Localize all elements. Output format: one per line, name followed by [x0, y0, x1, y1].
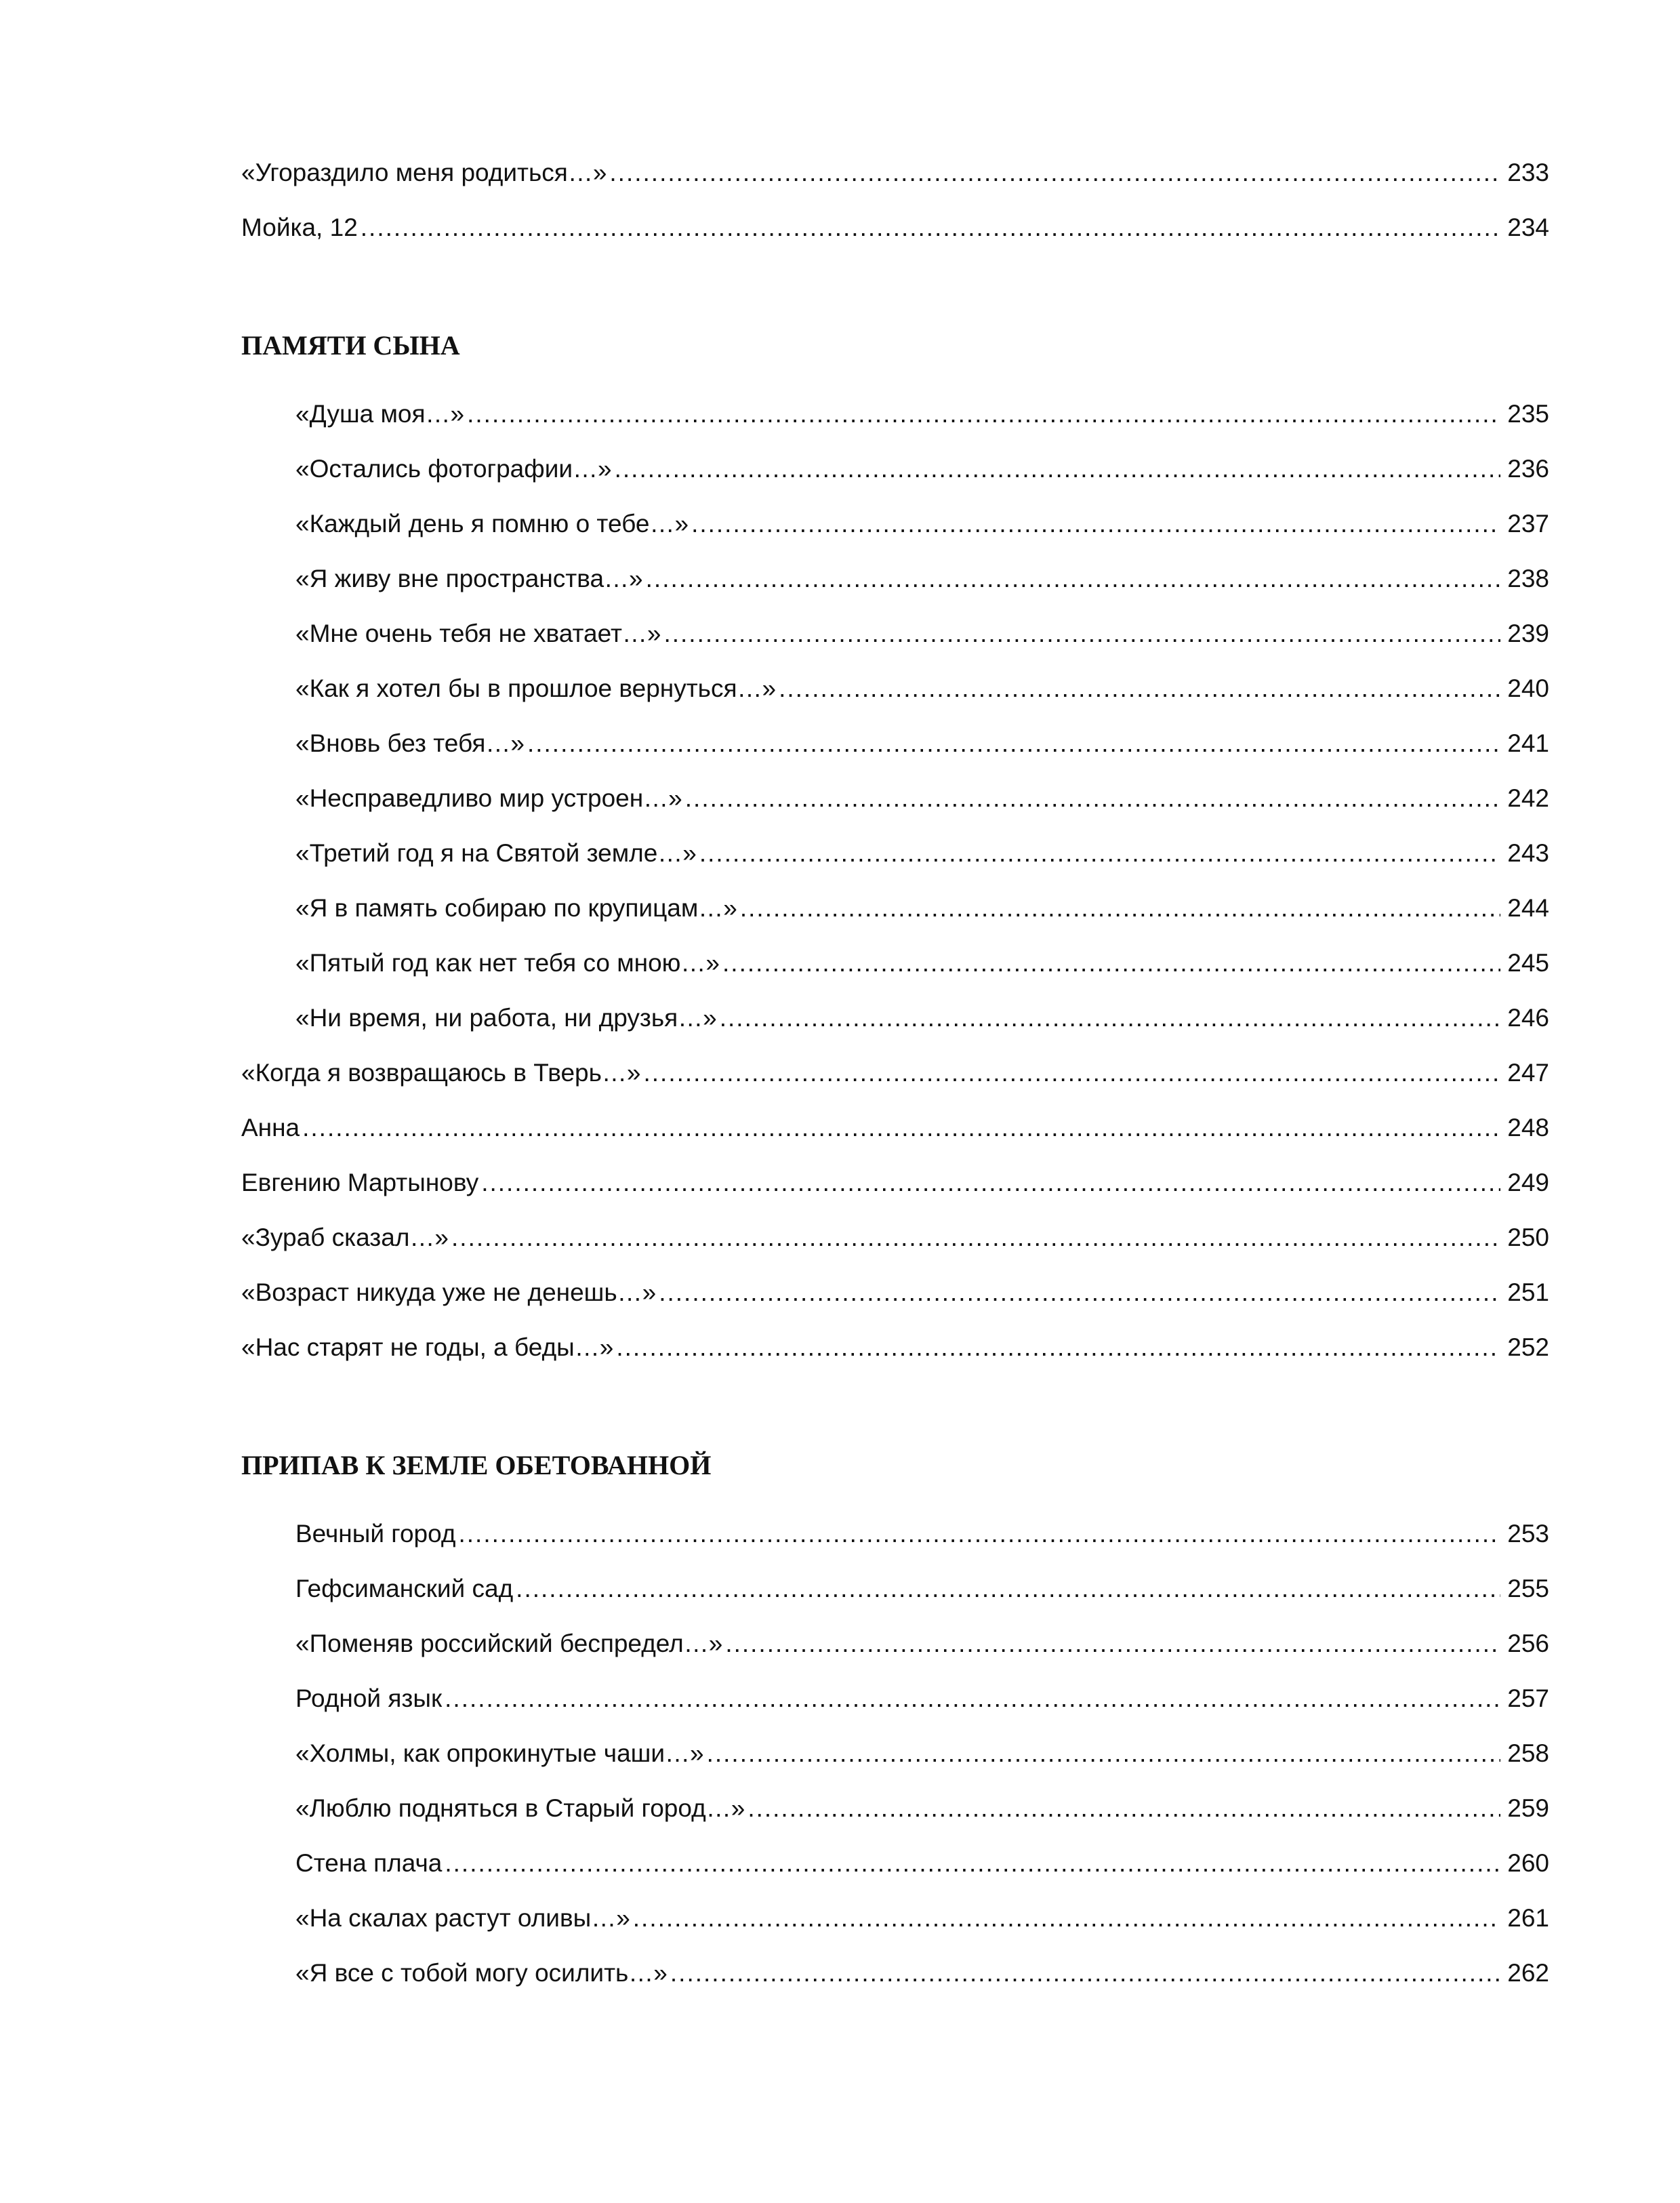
entry-page-number: 242 [1507, 784, 1549, 812]
entry-title: Евгению Мартынову [241, 1169, 479, 1196]
toc-entry [241, 786, 1549, 841]
entry-title: «Несправедливо мир устроен…» [295, 784, 682, 812]
section-heading: ПРИПАВ К ЗЕМЛЕ ОБЕТОВАННОЙ [241, 1450, 712, 1480]
entry-title: «Зураб сказал…» [241, 1224, 449, 1251]
entry-title: «Нас старят не годы, а беды…» [241, 1333, 614, 1361]
entry-page-number: 252 [1507, 1333, 1549, 1361]
toc-entry [241, 1521, 1549, 1576]
dot-leader [481, 1170, 1500, 1195]
entry-title: «Вновь без тебя…» [295, 729, 525, 757]
entry-page-number: 246 [1507, 1004, 1549, 1032]
spacer [241, 366, 1549, 401]
dot-leader [616, 1335, 1500, 1360]
entry-title: «Пятый год как нет тебя со мною…» [295, 949, 720, 977]
toc-entry [241, 1631, 1549, 1686]
entry-title: Родной язык [295, 1684, 443, 1712]
entry-title: «Как я хотел бы в прошлое вернуться…» [295, 674, 777, 702]
dot-leader [445, 1686, 1500, 1711]
toc-entry [241, 1170, 1549, 1225]
entry-page-number: 243 [1507, 839, 1549, 867]
entry-page-number: 244 [1507, 894, 1549, 922]
entry-page-number: 235 [1507, 400, 1549, 428]
entry-page-number: 239 [1507, 620, 1549, 647]
dot-leader [445, 1851, 1500, 1876]
section-heading: ПАМЯТИ СЫНА [241, 330, 460, 361]
toc-entry [241, 1796, 1549, 1851]
entry-page-number: 253 [1507, 1520, 1549, 1548]
entry-title: «Остались фотографии…» [295, 455, 612, 483]
dot-leader [302, 1115, 1500, 1140]
entry-title: «Мне очень тебя не хватает…» [295, 620, 661, 647]
dot-leader [725, 1631, 1500, 1656]
entry-title: Анна [241, 1114, 300, 1141]
entry-title: «Я все с тобой могу осилить…» [295, 1959, 668, 1987]
spacer [241, 1390, 1549, 1452]
dot-leader [527, 731, 1500, 756]
dot-leader [361, 215, 1500, 240]
entry-title: «Душа моя…» [295, 400, 465, 428]
entry-page-number: 237 [1507, 510, 1549, 538]
toc-entry [241, 1960, 1549, 2015]
entry-page-number: 248 [1507, 1114, 1549, 1141]
dot-leader [699, 841, 1500, 866]
dot-leader [643, 1060, 1500, 1085]
dot-leader [451, 1225, 1500, 1250]
entry-title: «Возраст никуда уже не денешь…» [241, 1278, 657, 1306]
entry-title: «Поменяв российский беспредел…» [295, 1630, 723, 1657]
entry-page-number: 256 [1507, 1630, 1549, 1657]
toc-entry [241, 215, 1549, 270]
dot-leader [747, 1796, 1500, 1821]
entry-page-number: 250 [1507, 1224, 1549, 1251]
toc-entry [241, 1686, 1549, 1741]
entry-title: «Третий год я на Святой земле…» [295, 839, 697, 867]
dot-leader [615, 456, 1501, 481]
toc-entry [241, 511, 1549, 566]
section-entries [241, 401, 1549, 1390]
entry-page-number: 261 [1507, 1904, 1549, 1932]
toc-entry [241, 1905, 1549, 1960]
entry-title: «Ни время, ни работа, ни друзья…» [295, 1004, 717, 1032]
entry-title: «Каждый день я помню о тебе…» [295, 510, 689, 538]
entry-page-number: 233 [1507, 159, 1549, 186]
dot-leader [779, 676, 1500, 701]
dot-leader [707, 1741, 1501, 1766]
toc-entry [241, 1851, 1549, 1905]
entry-page-number: 255 [1507, 1575, 1549, 1602]
entry-page-number: 236 [1507, 455, 1549, 483]
entry-page-number: 238 [1507, 565, 1549, 592]
dot-leader [722, 950, 1500, 975]
entry-title: «Холмы, как опрокинутые чаши…» [295, 1739, 704, 1767]
toc-entry [241, 1280, 1549, 1335]
entry-title: Стена плача [295, 1849, 443, 1877]
dot-leader [467, 401, 1500, 426]
toc-entry [241, 160, 1549, 215]
entry-title: «На скалах растут оливы…» [295, 1904, 630, 1932]
dot-leader [740, 895, 1500, 921]
spacer [241, 1486, 1549, 1521]
entry-title: Мойка, 12 [241, 214, 358, 241]
entry-page-number: 245 [1507, 949, 1549, 977]
dot-leader [659, 1280, 1500, 1305]
dot-leader [685, 786, 1501, 811]
toc-entry [241, 1576, 1549, 1631]
toc-entry [241, 621, 1549, 676]
toc-entry [241, 1225, 1549, 1280]
entry-title: «Люблю подняться в Старый город…» [295, 1794, 745, 1822]
dot-leader [720, 1005, 1501, 1030]
toc-entry [241, 841, 1549, 895]
entry-title: «Когда я возвращаюсь в Тверь…» [241, 1059, 641, 1087]
toc-entry [241, 1115, 1549, 1170]
table-of-contents [241, 160, 1549, 2015]
section-entries [241, 1521, 1549, 2015]
toc-entry [241, 676, 1549, 731]
toc-entry [241, 1060, 1549, 1115]
dot-leader [691, 511, 1500, 536]
entry-page-number: 259 [1507, 1794, 1549, 1822]
toc-entry [241, 731, 1549, 786]
toc-entry [241, 1335, 1549, 1390]
entry-title: Вечный город [295, 1520, 456, 1548]
toc-entry [241, 1741, 1549, 1796]
toc-entry [241, 456, 1549, 511]
entry-page-number: 241 [1507, 729, 1549, 757]
toc-entry [241, 895, 1549, 950]
toc-entry [241, 401, 1549, 456]
dot-leader [663, 621, 1500, 646]
entry-page-number: 234 [1507, 214, 1549, 241]
entry-page-number: 262 [1507, 1959, 1549, 1987]
entry-page-number: 258 [1507, 1739, 1549, 1767]
entry-page-number: 260 [1507, 1849, 1549, 1877]
entry-title: Гефсиманский сад [295, 1575, 514, 1602]
entry-title: «Я живу вне пространства…» [295, 565, 643, 592]
entry-title: «Я в память собираю по крупицам…» [295, 894, 737, 922]
spacer [241, 270, 1549, 332]
entry-page-number: 257 [1507, 1684, 1549, 1712]
entry-page-number: 249 [1507, 1169, 1549, 1196]
dot-leader [458, 1521, 1500, 1546]
entry-page-number: 247 [1507, 1059, 1549, 1087]
entry-page-number: 251 [1507, 1278, 1549, 1306]
dot-leader [670, 1960, 1500, 1985]
toc-entry [241, 950, 1549, 1005]
toc-entry [241, 1005, 1549, 1060]
toc-entry [241, 566, 1549, 621]
entry-page-number: 240 [1507, 674, 1549, 702]
dot-leader [516, 1576, 1500, 1601]
dot-leader [633, 1905, 1500, 1931]
dot-leader [646, 566, 1501, 591]
dot-leader [609, 160, 1500, 185]
entry-title: «Угораздило меня родиться…» [241, 159, 607, 186]
